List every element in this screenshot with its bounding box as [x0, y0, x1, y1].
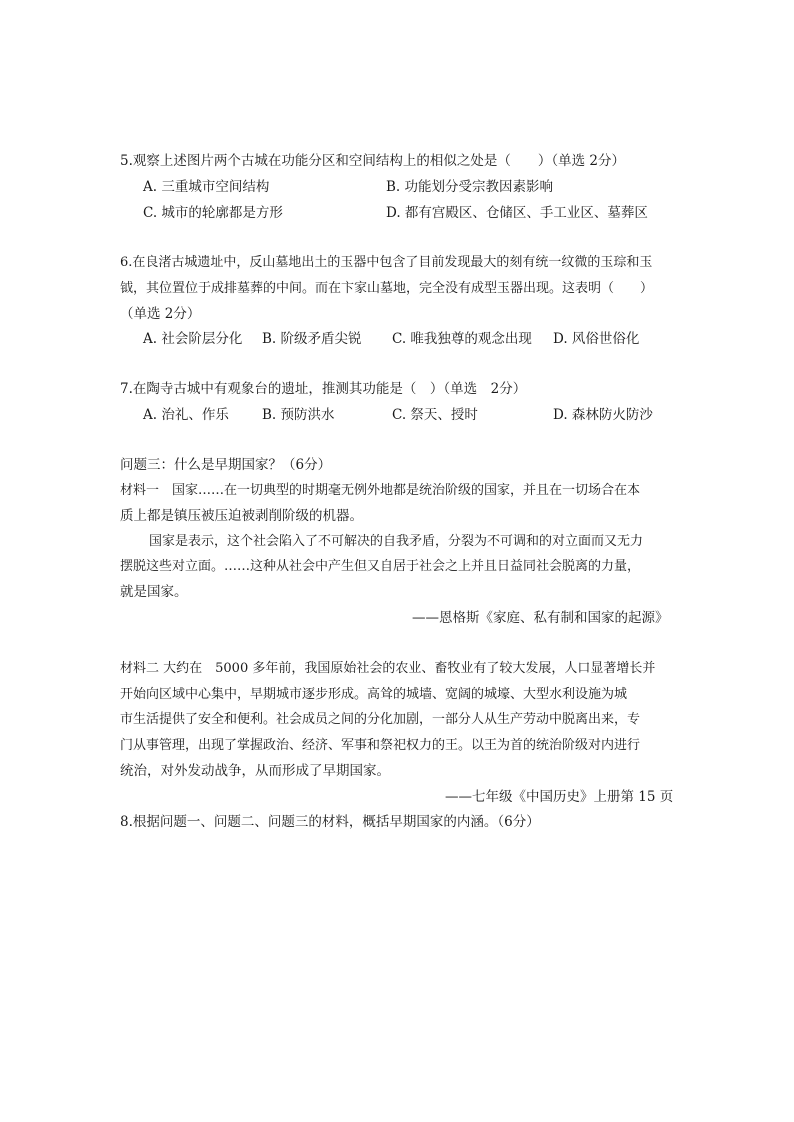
question-5-option-b: B. 功能划分受宗教因素影响 — [386, 179, 554, 195]
material-1-source: ——恩格斯《家庭、私有制和国家的起源》 — [412, 610, 669, 626]
material-2-source: ——七年级《中国历史》上册第 15 页 — [445, 789, 674, 805]
material-1-line-3: 国家是表示，这个社会陷入了不可解决的自我矛盾，分裂为不可调和的对立面而又无力 — [149, 534, 644, 549]
question-5-option-d: D. 都有宫殿区、仓储区、手工业区、墓葬区 — [386, 205, 648, 221]
material-1-line-5: 就是国家。 — [120, 584, 188, 600]
question-5-option-a: A. 三重城市空间结构 — [143, 179, 270, 195]
material-2-line-2: 开始向区域中心集中，早期城市逐步形成。高耸的城墙、宽阔的城壕、大型水利设施为城 — [120, 687, 628, 702]
question-7-option-d: D. 森林防火防沙 — [553, 407, 653, 423]
question-6-option-a: A. 社会阶层分化 — [143, 331, 243, 347]
question-7-option-a: A. 治礼、作乐 — [143, 407, 229, 423]
material-1-line-2: 质上都是镇压被压迫被剥削阶级的机器。 — [120, 508, 363, 524]
material-1-line-4: 摆脱这些对立面。……这种从社会中产生但又自居于社会之上并且日益同社会脱离的力量， — [120, 559, 641, 574]
question-6-option-b: B. 阶级矛盾尖锐 — [262, 331, 362, 347]
question-8-stem: 8.根据问题一、问题二、问题三的材料，概括早期国家的内涵。（6分） — [120, 814, 540, 830]
question-5-stem: 5.观察上述图片两个古城在功能分区和空间结构上的相似之处是（ ）（单选 2分） — [120, 153, 626, 169]
material-2-line-3: 市生活提供了安全和便利。社会成员之间的分化加剧，一部分人从生产劳动中脱离出来，专 — [120, 712, 641, 727]
question-6-option-d: D. 风俗世俗化 — [553, 331, 640, 347]
question-7-option-b: B. 预防洪水 — [262, 407, 335, 423]
problem-3-title: 问题三：什么是早期国家？（6分） — [120, 457, 332, 473]
question-6-stem-line-1: 6.在良渚古城遗址中，反山墓地出土的玉器中包含了目前发现最大的刻有统一纹微的玉琮和玉 — [120, 255, 653, 270]
material-2-line-1: 材料二 大约在 5000 多年前，我国原始社会的农业、畜牧业有了较大发展，人口显著增长并 — [120, 661, 656, 676]
question-7-option-c: C. 祭天、授时 — [392, 407, 478, 423]
material-2-line-5: 统治，对外发动战争，从而形成了早期国家。 — [120, 763, 390, 779]
question-6-stem-line-2: 钺，其位置位于成排墓葬的中间。而在卞家山墓地，完全没有成型玉器出现。这表明（ ） — [120, 281, 654, 296]
material-1-line-1: 材料一 国家……在一切典型的时期毫无例外地都是统治阶级的国家，并且在一切场合在本 — [120, 483, 641, 498]
question-6-option-c: C. 唯我独尊的观念出现 — [392, 331, 532, 347]
material-2-line-4: 门从事管理，出现了掌握政治、经济、军事和祭祀权力的王。以王为首的统治阶级对内进行 — [120, 738, 641, 753]
question-7-stem: 7.在陶寺古城中有观象台的遗址，推测其功能是（ ）（单选 2分） — [120, 381, 527, 397]
question-5-option-c: C. 城市的轮廓都是方形 — [143, 205, 283, 221]
question-6-stem-line-3: （单选 2分） — [120, 306, 201, 322]
